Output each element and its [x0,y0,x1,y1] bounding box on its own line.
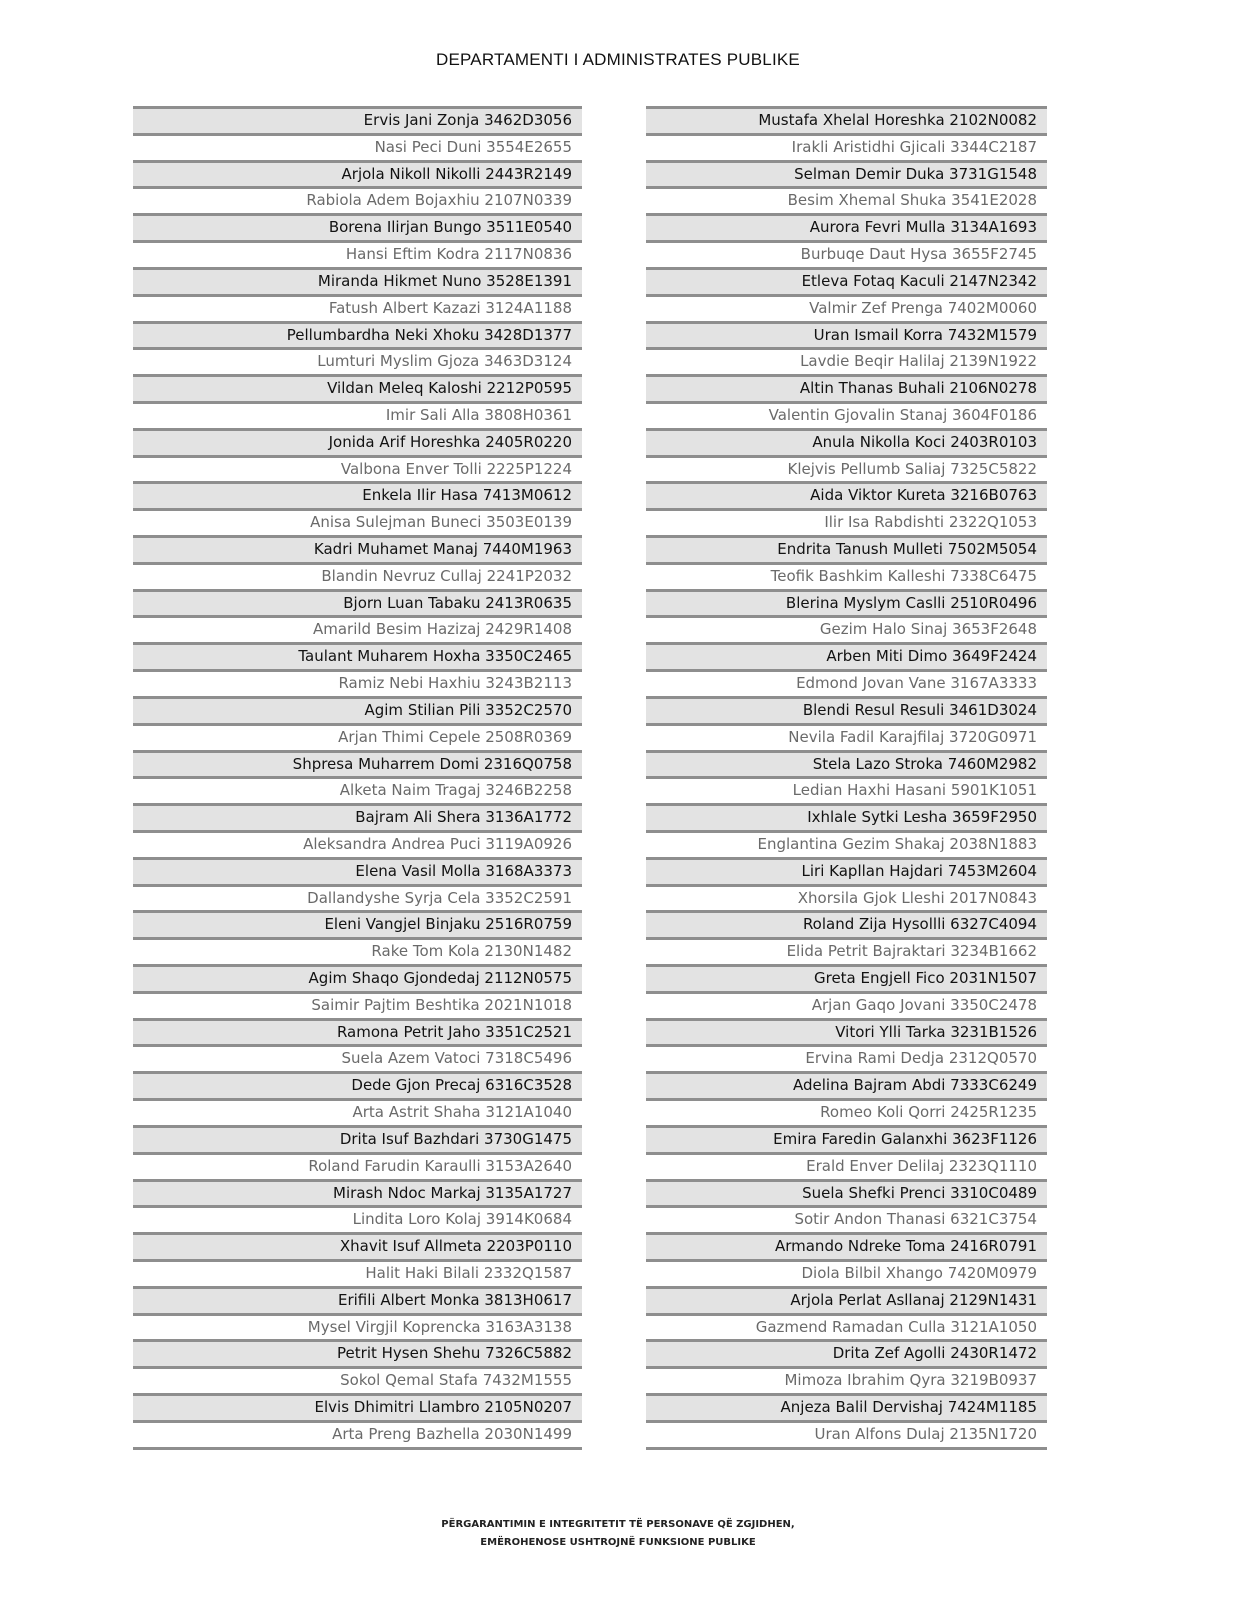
right-name-list [646,106,1047,1450]
list-item: Sotir Andon Thanasi 6321C3754 [646,1205,1047,1232]
list-item: Mimoza Ibrahim Qyra 3219B0937 [646,1366,1047,1393]
list-item: Lumturi Myslim Gjoza 3463D3124 [133,347,582,374]
list-item: Rabiola Adem Bojaxhiu 2107N0339 [133,186,582,213]
list-item: Elena Vasil Molla 3168A3373 [133,857,582,884]
list-item: Eleni Vangjel Binjaku 2516R0759 [133,910,582,937]
list-item: Elvis Dhimitri Llambro 2105N0207 [133,1393,582,1420]
list-item: Dallandyshe Syrja Cela 3352C2591 [133,884,582,911]
list-item: Suela Shefki Prenci 3310C0489 [646,1179,1047,1206]
list-item: Elida Petrit Bajraktari 3234B1662 [646,937,1047,964]
list-item: Miranda Hikmet Nuno 3528E1391 [133,267,582,294]
list-item: Pellumbardha Neki Xhoku 3428D1377 [133,321,582,348]
list-item: Teofik Bashkim Kalleshi 7338C6475 [646,562,1047,589]
list-item: Englantina Gezim Shakaj 2038N1883 [646,830,1047,857]
list-item: Arta Astrit Shaha 3121A1040 [133,1098,582,1125]
list-bottom-rule [133,1447,582,1450]
list-item: Alketa Naim Tragaj 3246B2258 [133,776,582,803]
list-item: Ramiz Nebi Haxhiu 3243B2113 [133,669,582,696]
page-title: DEPARTAMENTI I ADMINISTRATES PUBLIKE [436,50,800,69]
list-item: Suela Azem Vatoci 7318C5496 [133,1044,582,1071]
list-item: Hansi Eftim Kodra 2117N0836 [133,240,582,267]
list-item: Endrita Tanush Mulleti 7502M5054 [646,535,1047,562]
list-item: Gezim Halo Sinaj 3653F2648 [646,615,1047,642]
list-item: Romeo Koli Qorri 2425R1235 [646,1098,1047,1125]
list-item: Sokol Qemal Stafa 7432M1555 [133,1366,582,1393]
list-item: Ledian Haxhi Hasani 5901K1051 [646,776,1047,803]
list-item: Petrit Hysen Shehu 7326C5882 [133,1339,582,1366]
list-item: Imir Sali Alla 3808H0361 [133,401,582,428]
list-item: Blendi Resul Resuli 3461D3024 [646,696,1047,723]
list-item: Ilir Isa Rabdishti 2322Q1053 [646,508,1047,535]
list-item: Arjan Thimi Cepele 2508R0369 [133,723,582,750]
list-item: Emira Faredin Galanxhi 3623F1126 [646,1125,1047,1152]
list-item: Taulant Muharem Hoxha 3350C2465 [133,642,582,669]
list-item: Valbona Enver Tolli 2225P1224 [133,455,582,482]
list-item: Liri Kapllan Hajdari 7453M2604 [646,857,1047,884]
list-item: Greta Engjell Fico 2031N1507 [646,964,1047,991]
list-item: Amarild Besim Hazizaj 2429R1408 [133,615,582,642]
list-item: Anjeza Balil Dervishaj 7424M1185 [646,1393,1047,1420]
list-item: Mysel Virgjil Koprencka 3163A3138 [133,1313,582,1340]
footer [0,1516,1236,1552]
list-item: Drita Isuf Bazhdari 3730G1475 [133,1125,582,1152]
list-item: Uran Ismail Korra 7432M1579 [646,321,1047,348]
list-item: Nasi Peci Duni 3554E2655 [133,133,582,160]
list-item: Xhorsila Gjok Lleshi 2017N0843 [646,884,1047,911]
footer-line-2: EMËROHENOSE USHTROJNË FUNKSIONE PUBLIKE [480,1537,756,1548]
list-item: Borena Ilirjan Bungo 3511E0540 [133,213,582,240]
list-item: Vitori Ylli Tarka 3231B1526 [646,1018,1047,1045]
list-item: Lindita Loro Kolaj 3914K0684 [133,1205,582,1232]
list-item: Roland Zija Hysollli 6327C4094 [646,910,1047,937]
list-bottom-rule [646,1447,1047,1450]
list-item: Roland Farudin Karaulli 3153A2640 [133,1152,582,1179]
list-item: Besim Xhemal Shuka 3541E2028 [646,186,1047,213]
list-item: Ramona Petrit Jaho 3351C2521 [133,1018,582,1045]
list-item: Bajram Ali Shera 3136A1772 [133,803,582,830]
list-item: Mustafa Xhelal Horeshka 2102N0082 [646,106,1047,133]
list-item: Nevila Fadil Karajfilaj 3720G0971 [646,723,1047,750]
left-name-list [133,106,582,1450]
list-item: Aleksandra Andrea Puci 3119A0926 [133,830,582,857]
list-item: Mirash Ndoc Markaj 3135A1727 [133,1179,582,1206]
list-item: Valentin Gjovalin Stanaj 3604F0186 [646,401,1047,428]
list-item: Adelina Bajram Abdi 7333C6249 [646,1071,1047,1098]
list-item: Blerina Myslym Caslli 2510R0496 [646,589,1047,616]
footer-line-1: PËRGARANTIMIN E INTEGRITETIT TË PERSONAVE QË ZGJIDHEN, [441,1519,795,1530]
list-item: Lavdie Beqir Halilaj 2139N1922 [646,347,1047,374]
list-item: Rake Tom Kola 2130N1482 [133,937,582,964]
list-item: Uran Alfons Dulaj 2135N1720 [646,1420,1047,1447]
list-item: Altin Thanas Buhali 2106N0278 [646,374,1047,401]
list-item: Anisa Sulejman Buneci 3503E0139 [133,508,582,535]
list-item: Arjola Nikoll Nikolli 2443R2149 [133,160,582,187]
list-item: Saimir Pajtim Beshtika 2021N1018 [133,991,582,1018]
list-item: Jonida Arif Horeshka 2405R0220 [133,428,582,455]
list-item: Valmir Zef Prenga 7402M0060 [646,294,1047,321]
list-item: Vildan Meleq Kaloshi 2212P0595 [133,374,582,401]
list-item: Blandin Nevruz Cullaj 2241P2032 [133,562,582,589]
list-item: Dede Gjon Precaj 6316C3528 [133,1071,582,1098]
list-item: Aurora Fevri Mulla 3134A1693 [646,213,1047,240]
list-item: Etleva Fotaq Kaculi 2147N2342 [646,267,1047,294]
list-item: Arben Miti Dimo 3649F2424 [646,642,1047,669]
list-item: Armando Ndreke Toma 2416R0791 [646,1232,1047,1259]
list-item: Kadri Muhamet Manaj 7440M1963 [133,535,582,562]
list-item: Fatush Albert Kazazi 3124A1188 [133,294,582,321]
list-item: Erifili Albert Monka 3813H0617 [133,1286,582,1313]
list-item: Agim Stilian Pili 3352C2570 [133,696,582,723]
list-item: Aida Viktor Kureta 3216B0763 [646,481,1047,508]
list-item: Selman Demir Duka 3731G1548 [646,160,1047,187]
list-item: Xhavit Isuf Allmeta 2203P0110 [133,1232,582,1259]
list-item: Gazmend Ramadan Culla 3121A1050 [646,1313,1047,1340]
list-item: Ixhlale Sytki Lesha 3659F2950 [646,803,1047,830]
list-item: Drita Zef Agolli 2430R1472 [646,1339,1047,1366]
list-item: Arjan Gaqo Jovani 3350C2478 [646,991,1047,1018]
list-item: Burbuqe Daut Hysa 3655F2745 [646,240,1047,267]
list-item: Ervis Jani Zonja 3462D3056 [133,106,582,133]
list-item: Enkela Ilir Hasa 7413M0612 [133,481,582,508]
list-item: Edmond Jovan Vane 3167A3333 [646,669,1047,696]
list-item: Bjorn Luan Tabaku 2413R0635 [133,589,582,616]
list-item: Arta Preng Bazhella 2030N1499 [133,1420,582,1447]
list-item: Halit Haki Bilali 2332Q1587 [133,1259,582,1286]
list-item: Klejvis Pellumb Saliaj 7325C5822 [646,455,1047,482]
list-item: Shpresa Muharrem Domi 2316Q0758 [133,750,582,777]
list-item: Erald Enver Delilaj 2323Q1110 [646,1152,1047,1179]
list-item: Agim Shaqo Gjondedaj 2112N0575 [133,964,582,991]
list-item: Arjola Perlat Asllanaj 2129N1431 [646,1286,1047,1313]
list-item: Ervina Rami Dedja 2312Q0570 [646,1044,1047,1071]
list-item: Diola Bilbil Xhango 7420M0979 [646,1259,1047,1286]
list-item: Irakli Aristidhi Gjicali 3344C2187 [646,133,1047,160]
list-item: Stela Lazo Stroka 7460M2982 [646,750,1047,777]
list-item: Anula Nikolla Koci 2403R0103 [646,428,1047,455]
